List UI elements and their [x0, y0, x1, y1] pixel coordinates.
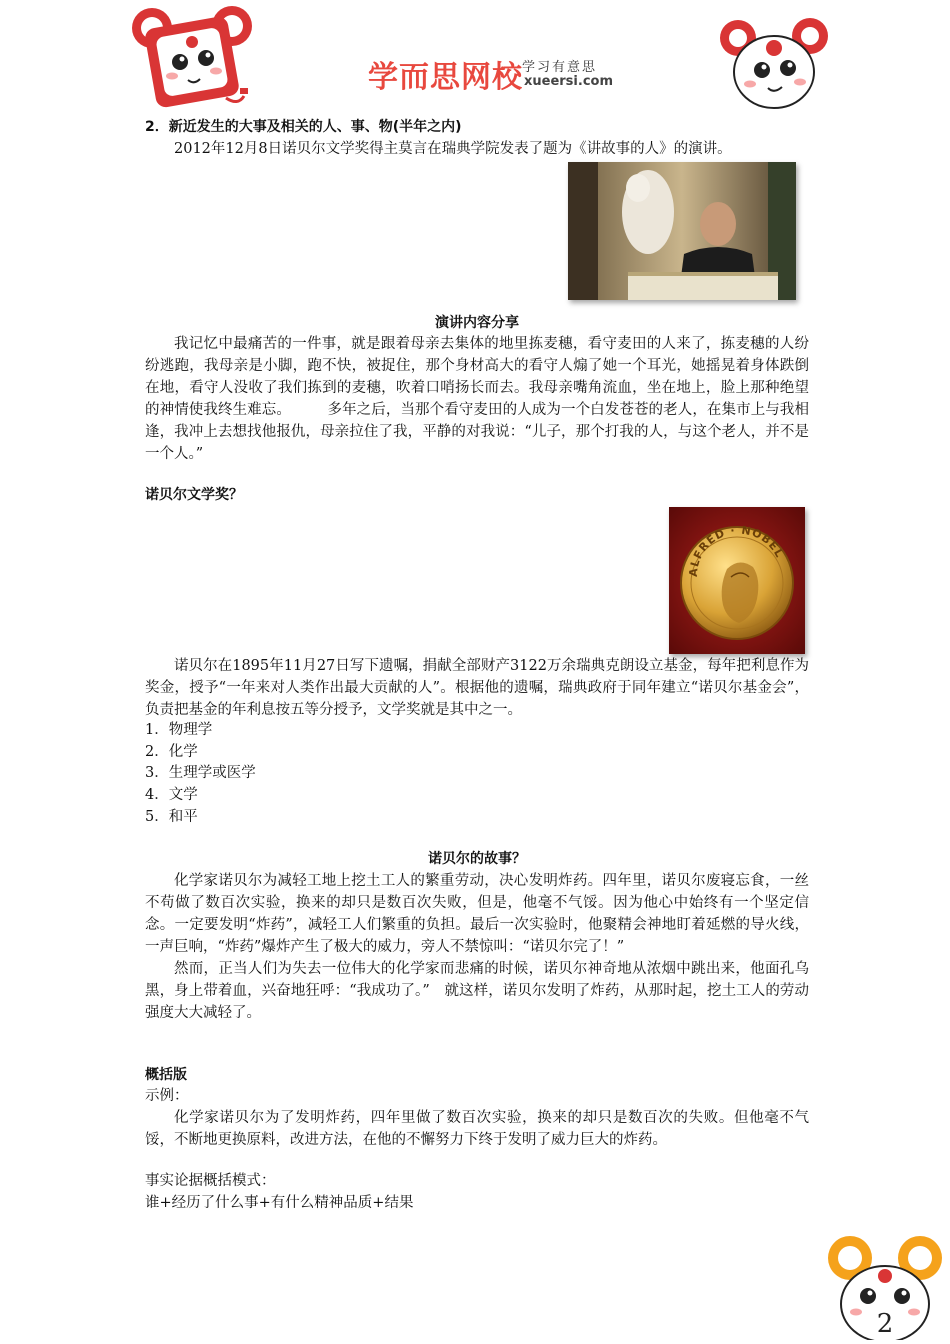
story-heading: 诺贝尔的故事？	[428, 851, 526, 867]
list-item: 1．物理学	[145, 722, 213, 738]
brand-slogan: 学习有意思	[522, 60, 598, 75]
list-item: 2．化学	[145, 743, 198, 760]
summary-heading: 概括版	[145, 1067, 187, 1083]
brand-logo	[368, 52, 658, 96]
brand-name: 学而思网校	[368, 60, 523, 95]
story-paragraph-1: 化学家诺贝尔为减轻工地上挖土工人的繁重劳动，决心发明炸药。四年里，诺贝尔废寝忘食，一丝不苟做了数百次实验，换来的却只是数百次失败，但是，他毫不气馁。因为他心中始终有一个坚定信念。一定要发明“炸药”，减轻工人们繁重的负担。最后一次实验时，他聚精会神地盯着延燃的导火线，一声巨响，“炸药”爆炸产生了极大的威力，旁人不禁惊叫：“诺贝尔完了！”	[145, 873, 809, 955]
nobel-medal-photo	[669, 507, 805, 654]
page-header	[0, 0, 950, 118]
speech-heading: 演讲内容分享	[435, 315, 519, 331]
summary-example-label: 示例：	[145, 1088, 189, 1104]
speech-photo	[568, 162, 796, 300]
summary-example: 化学家诺贝尔为了发明炸药，四年里做了数百次实验，换来的却只是数百次的失败。但他毫不气馁，不断地更换原料，改进方法，在他的不懈努力下终于发明了威力巨大的炸药。	[145, 1110, 809, 1148]
list-item: 3．生理学或医学	[145, 765, 256, 782]
mascot-page-number-icon	[826, 1228, 944, 1340]
mascot-right-icon	[718, 12, 830, 116]
list-item: 4．文学	[145, 787, 198, 804]
story-body	[145, 870, 809, 1024]
prize-list	[145, 720, 256, 829]
speech-paragraph: 我记忆中最痛苦的一件事，就是跟着母亲去集体的地里拣麦穗，看守麦田的人来了，拣麦穗的人纷纷逃跑，我母亲是小脚，跑不快，被捉住，那个身材高大的看守人煽了她一个耳光，她摇晃着身体跌倒在地，看守人没收了我们拣到的麦穗，吹着口哨扬长而去。我母亲嘴角流血，坐在地上，脸上那种绝望的神情使我终生难忘。 多年之后，当那个看守麦田的人成为一个白发苍苍的老人，在集市上与我相逢，我冲上去想找他报仇，母亲拉住了我，平静的对我说：“儿子，那个打我的人，与这个老人，并不是一个人。”	[145, 336, 809, 462]
summary-pattern: 谁+经历了什么事+有什么精神品质+结果	[145, 1195, 414, 1211]
medal-inscription: ALFRED · NOBEL	[686, 523, 787, 578]
section-intro: 2012年12月8日诺贝尔文学奖得主莫言在瑞典学院发表了题为《讲故事的人》的演讲。	[174, 141, 732, 157]
nobel-paragraph: 诺贝尔在1895年11月27日写下遗嘱，捐献全部财产3122万余瑞典克朗设立基金，每年把利息作为奖金，授予“一年来对人类作出最大贡献的人”。根据他的遗嘱，瑞典政府于同年建立“诺贝尔基金会”，负责把基金的年利息按五等分授予，文学奖就是其中之一。	[145, 658, 809, 718]
list-item: 5．和平	[145, 808, 198, 825]
brand-url: xueersi.com	[524, 74, 614, 89]
summary-pattern-label: 事实论据概括模式：	[145, 1173, 276, 1189]
mascot-left-icon	[128, 2, 256, 114]
section-heading-current-events: 2．新近发生的大事及相关的人、事、物(半年之内)	[145, 119, 462, 135]
nobel-heading: 诺贝尔文学奖？	[145, 487, 243, 503]
page-number: 2	[876, 1309, 894, 1339]
story-paragraph-2: 然而，正当人们为失去一位伟大的化学家而悲痛的时候，诺贝尔神奇地从浓烟中跳出来，他面孔乌黑，身上带着血，兴奋地狂呼：“我成功了。” 就这样，诺贝尔发明了炸药，从那时起，挖土工人的劳动强度大大减轻了。	[145, 961, 809, 1021]
